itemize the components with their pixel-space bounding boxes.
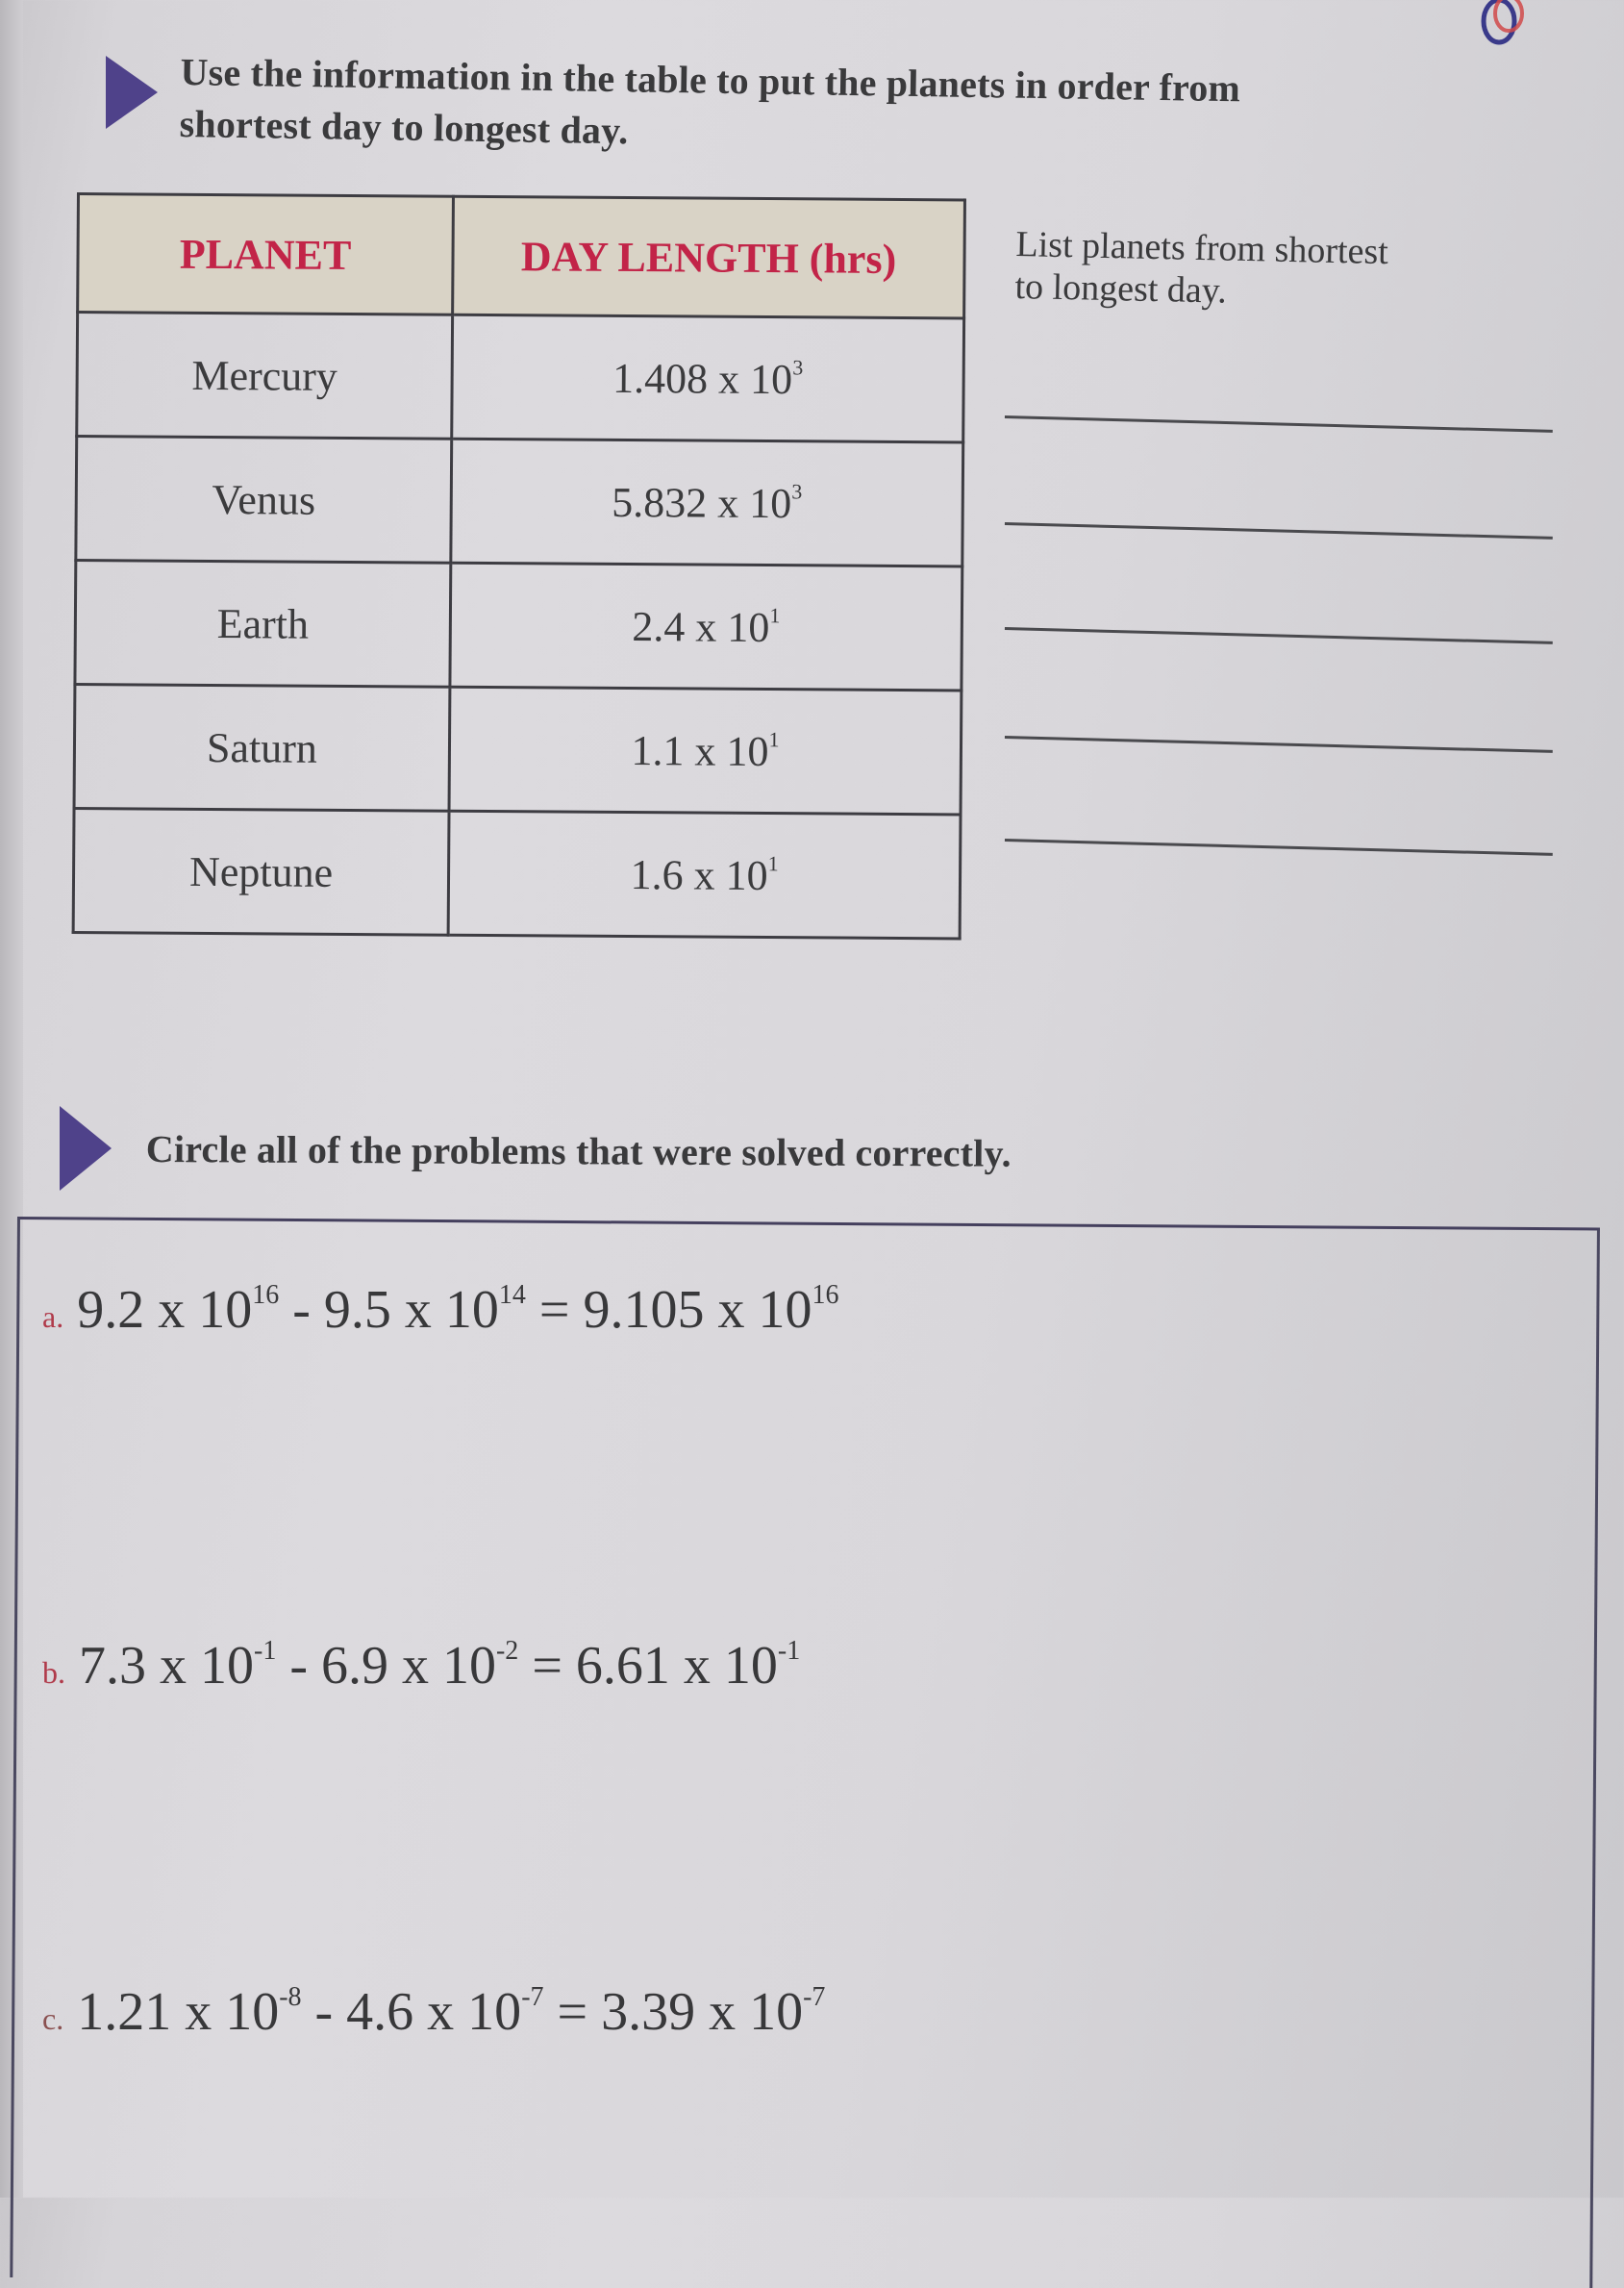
prompt-line-1: List planets from shortest — [1015, 223, 1389, 273]
planet-name: Mercury — [77, 313, 453, 440]
day-length-exponent: 1 — [767, 850, 779, 875]
exp-3: -1 — [777, 1635, 801, 1666]
day-length-exponent: 3 — [792, 354, 804, 379]
day-length-mantissa: 1.408 x 10 — [612, 354, 793, 403]
answer-blank-2[interactable] — [1005, 522, 1553, 540]
answer-blank-5[interactable] — [1005, 839, 1553, 856]
planet-name: Venus — [76, 437, 452, 564]
header-day-length: DAY LENGTH (hrs) — [453, 196, 965, 318]
term-1: 1.21 x 10 — [77, 1982, 280, 2042]
exp-2: -2 — [495, 1635, 519, 1666]
exp-3: -7 — [803, 1981, 826, 2012]
table-row — [73, 808, 961, 938]
day-length-mantissa: 5.832 x 10 — [612, 478, 792, 527]
interlocking-rings-logo-icon — [1476, 0, 1534, 53]
day-length — [448, 811, 961, 939]
term-1: 7.3 x 10 — [79, 1636, 254, 1696]
term-2: - 4.6 x 10 — [301, 1982, 522, 2042]
term-2: - 6.9 x 10 — [276, 1636, 496, 1696]
planet-name: Neptune — [73, 808, 449, 935]
instruction-line-1: Use the information in the table to put the planets in order from — [180, 49, 1241, 111]
header-planet: PLANET — [78, 194, 454, 315]
planet-name: Saturn — [74, 684, 450, 811]
day-length-exponent: 3 — [791, 478, 803, 503]
exp-3: 16 — [812, 1279, 839, 1310]
day-length-mantissa: 1.6 x 10 — [630, 850, 768, 899]
exp-1: -1 — [254, 1635, 277, 1666]
prompt-line-2: to longest day. — [1014, 265, 1228, 312]
instruction-line-2: shortest day to longest day. — [179, 101, 629, 153]
problem-letter: c. — [42, 2001, 64, 2036]
table-header-row — [78, 194, 965, 318]
day-length — [450, 563, 962, 691]
day-length-mantissa: 2.4 x 10 — [632, 602, 770, 651]
section1-instruction — [179, 46, 1575, 172]
result: = 3.39 x 10 — [543, 1982, 804, 2042]
exp-1: 16 — [252, 1279, 280, 1310]
table-row — [76, 437, 963, 566]
result: = 6.61 x 10 — [518, 1636, 778, 1696]
table-row — [75, 561, 962, 691]
day-length — [452, 314, 964, 442]
result: = 9.105 x 10 — [525, 1280, 812, 1340]
day-length — [449, 687, 962, 815]
answer-blank-4[interactable] — [1005, 736, 1553, 753]
day-length-exponent: 1 — [769, 602, 781, 627]
exp-2: -7 — [521, 1981, 544, 2012]
day-length-exponent: 1 — [768, 726, 780, 751]
day-length-mantissa: 1.1 x 10 — [631, 726, 769, 775]
section1-arrow-icon — [106, 56, 158, 129]
exp-1: -8 — [279, 1981, 302, 2012]
planet-day-length-table — [72, 192, 966, 940]
problem-letter: b. — [42, 1655, 65, 1690]
day-length — [451, 439, 963, 566]
term-1: 9.2 x 10 — [77, 1280, 253, 1340]
exp-2: 14 — [498, 1279, 526, 1310]
planet-name: Earth — [75, 561, 451, 688]
answer-blank-3[interactable] — [1005, 627, 1553, 644]
table-row — [77, 313, 964, 442]
list-planets-prompt — [1014, 223, 1388, 315]
problem-c[interactable] — [42, 1981, 825, 2043]
problem-letter: a. — [42, 1299, 64, 1334]
section2-arrow-icon — [60, 1106, 112, 1191]
problem-b[interactable] — [42, 1635, 800, 1697]
problems-box — [10, 1217, 1600, 2288]
problem-a[interactable] — [42, 1279, 838, 1341]
term-2: - 9.5 x 10 — [279, 1280, 499, 1340]
table-row — [74, 684, 962, 814]
answer-blank-1[interactable] — [1005, 415, 1553, 433]
section2-instruction: Circle all of the problems that were solved correctly. — [145, 1127, 1012, 1175]
